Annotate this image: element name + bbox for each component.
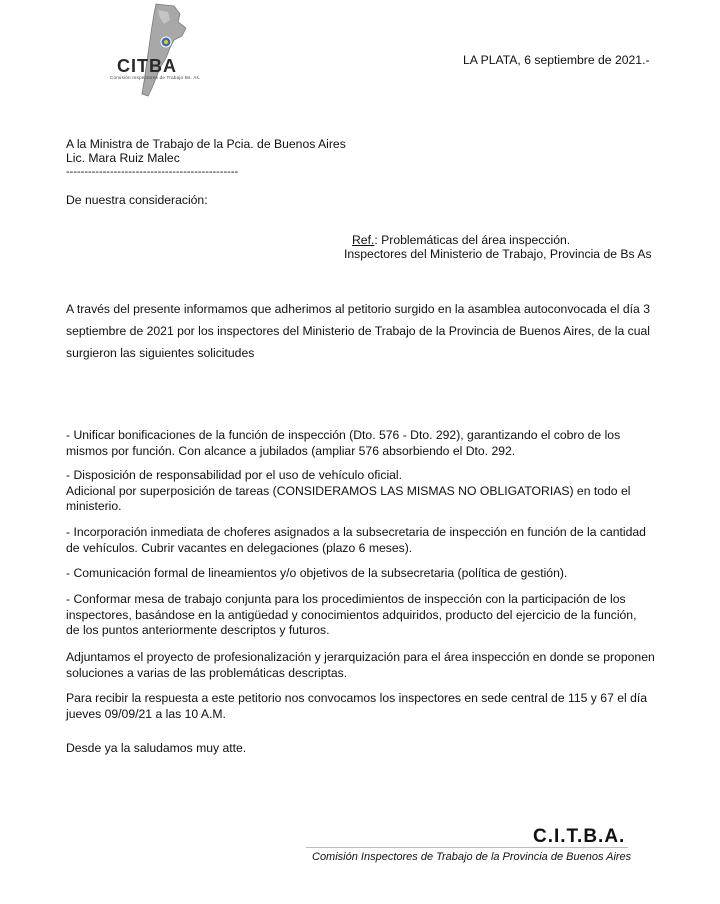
request-line: ministerio. <box>66 499 122 513</box>
closing-line: soluciones a varias de las problemáticas descriptas. <box>66 665 348 680</box>
closing-line: Para recibir la respuesta a este petitorio nos convocamos los inspectores en sede central de 115 y 67 el día <box>66 691 648 705</box>
intro-line: surgieron las siguientes solicitudes <box>66 346 255 360</box>
reference-line-1 <box>352 233 570 248</box>
request-line: - Conformar mesa de trabajo conjunta para los procedimientos de inspección con la participación de los <box>66 592 626 606</box>
request-line: de los puntos anteriormente descriptos y futuros. <box>66 623 330 637</box>
reference-subject: : Problemáticas del área inspección. <box>374 233 571 247</box>
request-line: Adicional por superposición de tareas (CONSIDERAMOS LAS MISMAS NO OBLIGATORIAS) en todo el <box>66 483 631 498</box>
request-line: - Incorporación inmediata de choferes asignados a la subsecretaria de inspección en función de la cantidad <box>66 525 646 539</box>
signature-rule <box>306 847 628 848</box>
reference-line-2: Inspectores del Ministerio de Trabajo, Provincia de Bs As <box>344 247 652 261</box>
closing-paragraph <box>66 650 656 681</box>
closing-line: Adjuntamos el proyecto de profesionalización y jerarquización para el área inspección en donde se proponen <box>66 650 655 664</box>
recipient-line-2: Lic. Mara Ruiz Malec <box>66 151 180 165</box>
request-line: inspectores, basándose en la antigüedad y conocimientos adquiridos, producto del ejercicio de la función, <box>66 607 637 622</box>
request-item <box>66 566 656 582</box>
date-line: LA PLATA, 6 septiembre de 2021.- <box>463 53 650 67</box>
greeting: De nuestra consideración: <box>66 193 208 207</box>
signature-subtitle: Comisión Inspectores de Trabajo de la Provincia de Buenos Aires <box>312 851 632 863</box>
intro-line: A través del presente informamos que adherimos al petitorio surgido en la asamblea autoconvocada el día 3 <box>66 302 650 316</box>
citba-logo-map-icon <box>108 2 218 98</box>
signature-name: C.I.T.B.A. <box>533 826 626 847</box>
reference-label: Ref. <box>352 233 375 247</box>
recipient-line-1: A la Ministra de Trabajo de la Pcia. de Buenos Aires <box>66 137 346 151</box>
request-item <box>66 592 656 639</box>
request-line: de vehículos. Cubrir vacantes en delegaciones (plazo 6 meses). <box>66 540 413 555</box>
logo-wordmark: CITBA <box>117 56 177 76</box>
intro-paragraph <box>66 298 656 364</box>
request-line: mismos por función. Con alcance a jubilados (ampliar 576 absorbiendo el Dto. 292. <box>66 443 516 458</box>
request-line: - Disposición de responsabilidad por el uso de vehículo oficial. <box>66 468 403 482</box>
intro-line: septiembre de 2021 por los inspectores del Ministerio de Trabajo de la Provincia de Buenos Aires, de la cual <box>66 324 650 338</box>
recipient-separator: ----------------------------------------------- <box>66 166 239 178</box>
logo-subtitle: Comisión Inspectores de Trabajo Bs. As. <box>110 75 201 80</box>
closing-line: jueves 09/09/21 a las 10 A.M. <box>66 706 226 721</box>
closing-paragraph <box>66 691 656 722</box>
farewell: Desde ya la saludamos muy atte. <box>66 741 247 755</box>
request-line: - Unificar bonificaciones de la función de inspección (Dto. 576 - Dto. 292), garantizando el cobro de los <box>66 428 621 442</box>
request-line: - Comunicación formal de lineamientos y/o objetivos de la subsecretaria (política de gestión). <box>66 566 568 580</box>
request-item <box>66 428 656 459</box>
request-item <box>66 525 656 556</box>
request-item <box>66 468 656 515</box>
